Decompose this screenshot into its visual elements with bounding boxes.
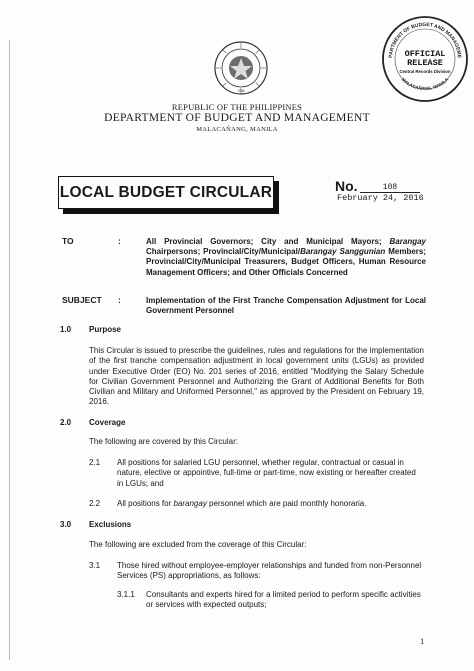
section-3-title: Exclusions: [89, 520, 132, 529]
item-2-1-number: 2.1: [89, 458, 101, 467]
header-republic: REPUBLIC OF THE PHILIPPINES: [171, 102, 303, 112]
item-3-1-text: Those hired without employee-employer relationships and funded from non-Personnel Services (PS) appropriations, as follows:: [117, 561, 422, 581]
to-recipients: All Provincial Governors; City and Municipal Mayors; Barangay Chairpersons; Provincial/City/Municipal/Barangay Sanggunian Members; Provincial/City/Municipal Treasurers, Budget Officers, Human Resource Management Officers; and Other Officials Concerned: [146, 237, 427, 277]
dbm-seal-icon: [213, 40, 269, 96]
stamp-release: RELEASE: [407, 58, 443, 68]
scan-margin-line: [9, 40, 10, 660]
section-1-number: 1.0: [60, 325, 72, 334]
item-3-1-1-text: Consultants and experts hired for a limited period to perform specific activities or services with expected outputs;: [146, 590, 421, 610]
section-3-number: 3.0: [60, 520, 72, 529]
section-3-intro: The following are excluded from the coverage of this Circular:: [89, 540, 307, 549]
subject-text: Implementation of the First Tranche Compensation Adjustment for Local Government Personnel: [146, 296, 426, 316]
stamp-official: OFFICIAL: [404, 49, 446, 59]
circular-number-label: No.: [335, 178, 358, 194]
circular-title: LOCAL BUDGET CIRCULAR: [59, 183, 273, 201]
section-2-title: Coverage: [89, 418, 126, 427]
circular-title-box: [58, 176, 274, 209]
svg-text:MALACAÑANG, MANILA: [401, 76, 450, 91]
seal-year: 1936: [237, 89, 245, 93]
section-2-number: 2.0: [60, 418, 72, 427]
section-1-text: This Circular is issued to prescribe the guidelines, rules and regulations for the implementation of the first tranche compensation adjustment in local government units (LGUs) as provided under Executive Order (EO) No. 201 series of 2016, entitled "Modifying the Salary Schedule for Civilian Government Personnel and Authorizing the Grant of Additional Benefits for Both Civilian and Military and Uniformed Personnel," as approved by the President on February 19, 2016.: [89, 346, 424, 407]
item-3-1-1-number: 3.1.1: [117, 590, 135, 599]
subject-label: SUBJECT: [62, 295, 102, 305]
item-2-2-text: All positions for barangay personnel which are paid monthly honoraria.: [117, 499, 367, 508]
section-1-title: Purpose: [89, 325, 122, 334]
official-release-stamp: [380, 14, 470, 104]
item-2-1-text: All positions for salaried LGU personnel, whether regular, contractual or casual in nature, elective or appointive, full-time or part-time, now existing or hereafter created in LGUs; and: [117, 458, 416, 488]
circular-date: February 24, 2016: [337, 193, 424, 203]
to-colon: :: [118, 236, 121, 246]
item-2-2-number: 2.2: [89, 499, 101, 508]
stamp-ring-text: PARTMENT OF BUDGET AND MANAGEME: [387, 21, 463, 59]
item-3-1-number: 3.1: [89, 561, 101, 570]
header-department: DEPARTMENT OF BUDGET AND MANAGEMENT: [104, 112, 370, 124]
circular-number: 108: [360, 183, 420, 193]
page-number: 1: [420, 636, 425, 646]
header-address: MALACAÑANG, MANILA: [196, 126, 278, 133]
section-2-intro: The following are covered by this Circular:: [89, 437, 238, 446]
subject-colon: :: [118, 295, 121, 305]
stamp-division: Central Records Division: [399, 69, 451, 74]
stamp-bottom-text: MALACAÑANG, MANILA: [400, 76, 450, 92]
to-label: TO: [62, 236, 74, 246]
